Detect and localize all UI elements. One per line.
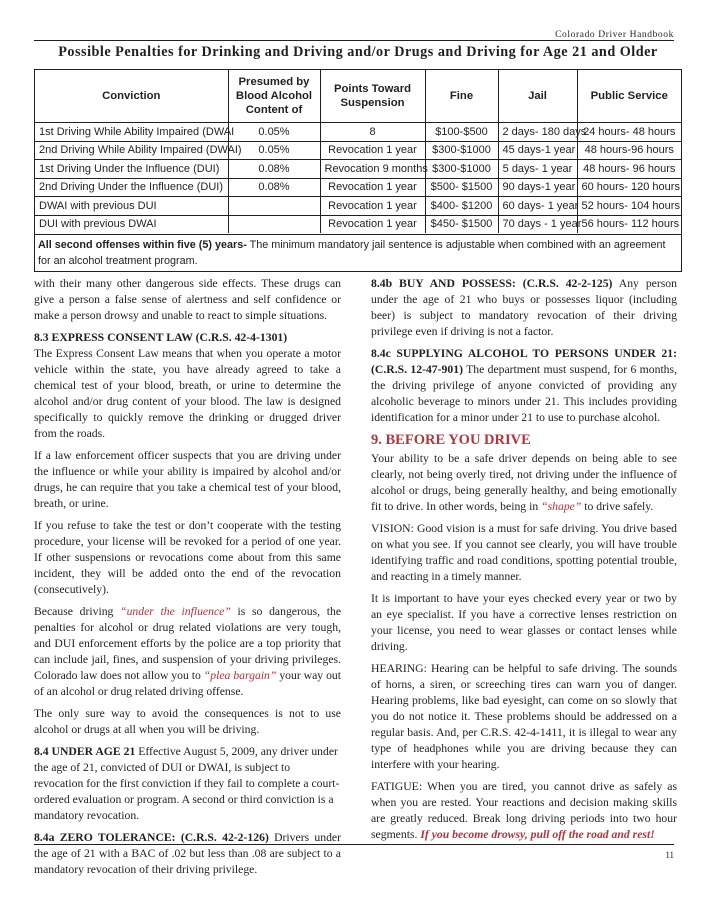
column-header: Points Toward Suspension — [320, 70, 425, 123]
text-run: to drive safely. — [581, 500, 654, 513]
column-header: Jail — [498, 70, 577, 123]
bac-cell: 0.05% — [228, 141, 320, 160]
eye-check-paragraph: It is important to have your eyes checked every year or two by an eye specialist. If you have a corrective lenses restriction on your license, you need to wear glasses or contact lenses while driving. — [371, 592, 677, 653]
points-cell: Revocation 1 year — [320, 141, 425, 160]
paragraph: The only sure way to avoid the consequences is not to use alcohol or drugs at all when you will be driving. — [34, 707, 341, 736]
page-number: 11 — [665, 850, 674, 860]
public-service-cell: 52 hours- 104 hours — [577, 197, 681, 216]
points-cell: Revocation 1 year — [320, 197, 425, 216]
running-header: Colorado Driver Handbook — [555, 30, 674, 40]
text-run: Because driving — [34, 605, 121, 618]
emphasis-text: If you become drowsy, pull off the road and rest! — [420, 828, 655, 841]
table-note-rule — [35, 234, 681, 235]
fine-cell: $300-$1000 — [425, 160, 498, 179]
section-8-4c — [371, 346, 677, 426]
jail-cell: 2 days- 180 days — [498, 123, 577, 142]
fine-cell: $450- $1500 — [425, 215, 498, 233]
table-row — [35, 141, 681, 160]
paragraph: Effective August 5, 2009, any driver under the age of 21, convicted of DUI or DWAI, is subject to revocation for the first conviction if they fail to complete a court-ordered evaluation or program. A second or third conviction is a mandatory revocation. — [34, 745, 340, 822]
table-note — [38, 237, 678, 269]
text-run: FATIGUE: When you are tired, you cannot drive as safely as when you are rested. Your reactions and decision making skills are greatly reduced. Break long driving periods into two hour segments. — [371, 780, 677, 841]
table-header-row — [35, 70, 681, 123]
penalty-table — [35, 70, 681, 233]
section-8-3 — [34, 330, 341, 442]
column-header: Fine — [425, 70, 498, 123]
conviction-cell: DUI with previous DWAI — [35, 215, 228, 233]
table-note-bold: All second offenses within five (5) years- — [38, 239, 247, 251]
conviction-cell: 2nd Driving While Ability Impaired (DWAI) — [35, 141, 228, 160]
italic-term: “under the influence” — [120, 605, 231, 618]
paragraph: If a law enforcement officer suspects that you are driving under the influence or while your ability is impaired by alcohol and/or drugs, he can require that you take a chemical test of your blood, breath, or urine. — [34, 449, 341, 510]
fine-cell: $100-$500 — [425, 123, 498, 142]
paragraph: Any person under the age of 21 who buys or possesses liquor (including beer) is subject to mandatory revocation of their driving privilege even if driving is not a factor. — [371, 277, 677, 338]
section-9-intro — [371, 451, 677, 515]
conviction-cell: 1st Driving While Ability Impaired (DWAI — [35, 123, 228, 142]
italic-term: “shape” — [541, 500, 582, 513]
public-service-cell: 48 hours- 96 hours — [577, 160, 681, 179]
table-note-text: The minimum mandatory jail sentence is adjustable when combined with an agreement for an alcohol treatment program. — [38, 239, 666, 267]
paragraph: If you refuse to take the test or don’t cooperate with the testing procedure, your license will be revoked for a period of one year. If other suspensions or revocations come about from this same incident, they will be added onto the end of the revocation (consecutively). — [34, 519, 341, 596]
column-header: Conviction — [102, 89, 161, 102]
column-header: Presumed by Blood Alcohol Content of — [228, 70, 320, 123]
italic-term: “plea bargain” — [203, 669, 277, 682]
fatigue-paragraph — [371, 779, 677, 843]
public-service-cell: 48 hours-96 hours — [577, 141, 681, 160]
points-cell: 8 — [320, 123, 425, 142]
conviction-cell: 1st Driving Under the Influence (DUI) — [35, 160, 228, 179]
fine-cell: $500- $1500 — [425, 178, 498, 197]
bac-cell: 0.08% — [228, 160, 320, 179]
section-heading: 8.3 EXPRESS CONSENT LAW (C.R.S. 42-4-1301) — [34, 331, 288, 344]
header-rule — [34, 40, 674, 41]
fine-cell: $400- $1200 — [425, 197, 498, 216]
text-run: Your ability to be a safe driver depends on being able to see clearly, not being overly tired, not driving under the influence of alcohol or drugs, being generally healthy, and being emotionally fit to drive. In other words, being in — [371, 452, 677, 513]
paragraph: The Express Consent Law means that when you operate a motor vehicle within the state, you have already agreed to take a chemical test of your blood, breath, or urine to determine the alcohol and/or drug content of your blood. The law is designed specifically to quickly remove the drinking or drugged driver from the roads. — [34, 347, 341, 440]
bac-cell: 0.08% — [228, 178, 320, 197]
text-run: is so dangerous, the penalties for alcohol or drug related violations are very tough, and DUI enforcement efforts by the police are a top priority that can include jail, fines, and suspension of your driving privileges. Colorado law does not allow you to — [34, 605, 342, 682]
bac-cell: 0.05% — [228, 123, 320, 142]
jail-cell: 60 days- 1 year — [498, 197, 577, 216]
hearing-paragraph: HEARING: Hearing can be helpful to safe driving. The sounds of horns, a siren, or screeching tires can warn you of danger. Hearing problems, like bad eyesight, can come on so slowly that you do not notice it. These problems should be addressed on a regular basis. And, per C.R.S. 42-4-1411, it is illegal to wear any type of headphones while you are driving because they can interfere with your hearing. — [371, 662, 677, 771]
left-column — [34, 276, 341, 884]
section-8-4b — [371, 276, 677, 340]
section-8-4a — [34, 830, 341, 878]
section-9-heading: 9. BEFORE YOU DRIVE — [371, 432, 531, 448]
jail-cell: 70 days - 1 year — [498, 215, 577, 233]
bac-cell — [228, 197, 320, 216]
points-cell: Revocation 1 year — [320, 215, 425, 233]
vision-paragraph: VISION: Good vision is a must for safe driving. You drive based on what you see. If you cannot see clearly, you will have trouble identifying traffic and road conditions, spotting potential trouble, and reacting in a timely manner. — [371, 522, 677, 583]
public-service-cell: 60 hours- 120 hours — [577, 178, 681, 197]
conviction-cell: DWAI with previous DUI — [35, 197, 228, 216]
right-column — [371, 276, 677, 849]
section-8-4 — [34, 744, 341, 824]
table-row — [35, 160, 681, 179]
section-heading: 8.4 UNDER AGE 21 — [34, 745, 136, 758]
points-cell: Revocation 1 year — [320, 178, 425, 197]
jail-cell: 5 days- 1 year — [498, 160, 577, 179]
paragraph: with their many other dangerous side effects. These drugs can give a person a false sense of alertness and self confidence or make a person drowsy and unable to react to simple situations. — [34, 277, 341, 322]
paragraph: The department must suspend, for 6 months, the driving privilege of anyone convicted of providing any alcoholic beverage to minors under 21. This includes providing identification for a minor under 21 to use to purchase alcohol. — [371, 363, 677, 424]
table-row — [35, 178, 681, 197]
section-heading: 8.4c SUPPLYING ALCOHOL TO PERSONS UNDER 21: (C.R.S. 12-47-901) — [371, 347, 677, 376]
points-cell: Revocation 9 months — [320, 160, 425, 179]
paragraph: Drivers under the age of 21 with a BAC of .02 but less than .08 are subject to a mandatory revocation of their driving privilege. — [34, 831, 341, 876]
public-service-cell: 24 hours- 48 hours — [577, 123, 681, 142]
fine-cell: $300-$1000 — [425, 141, 498, 160]
table-title: Possible Penalties for Drinking and Driving and/or Drugs and Driving for Age 21 and Older — [58, 44, 658, 60]
section-heading: 8.4b BUY AND POSSESS: (C.R.S. 42-2-125) — [371, 277, 613, 290]
jail-cell: 90 days-1 year — [498, 178, 577, 197]
table-row — [35, 123, 681, 142]
text-run: your way out of an alcohol or drug related driving offense. — [34, 669, 342, 698]
conviction-cell: 2nd Driving Under the Influence (DUI) — [35, 178, 228, 197]
column-header: Public Service — [577, 70, 681, 123]
jail-cell: 45 days-1 year — [498, 141, 577, 160]
paragraph-under-influence — [34, 604, 341, 700]
section-heading: 8.4a ZERO TOLERANCE: (C.R.S. 42-2-126) — [34, 831, 269, 844]
public-service-cell: 56 hours- 112 hours — [577, 215, 681, 233]
bac-cell — [228, 215, 320, 233]
footer-rule — [34, 844, 674, 845]
table-row — [35, 215, 681, 233]
table-row — [35, 197, 681, 216]
